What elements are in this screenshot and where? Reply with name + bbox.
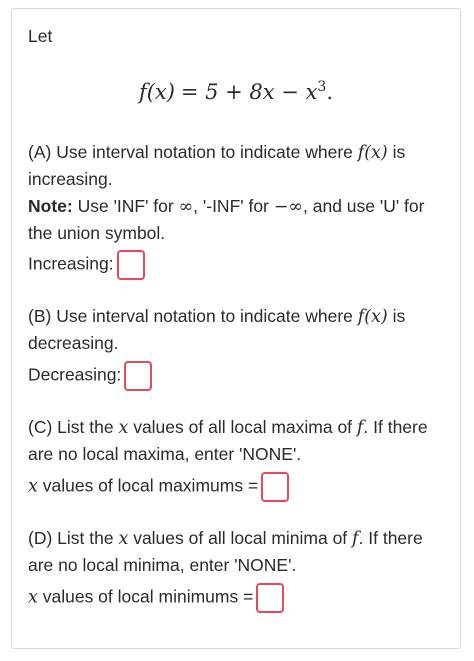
- part-c-line1: (C) List the x values of all local maxima of f. If there: [28, 417, 428, 438]
- f-symbol: f: [352, 529, 359, 549]
- fx-symbol: f(x): [357, 143, 388, 163]
- part-a-note-line2: the union symbol.: [28, 223, 166, 243]
- local-maximums-input[interactable]: [261, 472, 289, 502]
- part-d-line1: (D) List the x values of all local minima of f. If there: [28, 528, 423, 549]
- equation-rhs: 5 + 8x − x: [205, 80, 318, 104]
- x-symbol: x: [28, 587, 38, 608]
- part-a-line2: increasing.: [28, 169, 113, 189]
- infinity-symbol: ∞: [178, 197, 194, 217]
- decreasing-input[interactable]: [124, 361, 152, 391]
- increasing-label: Increasing:: [28, 253, 114, 274]
- maximums-label: values of local maximums =: [37, 475, 259, 496]
- part-c-line2: are no local maxima, enter 'NONE'.: [28, 444, 302, 464]
- minimums-answer-row: [28, 583, 284, 613]
- function-equation: $f(x) = 5 + 8x - x^3$.: [138, 79, 334, 104]
- fx-symbol: f(x): [357, 307, 388, 327]
- part-d-line2: are no local minima, enter 'NONE'.: [28, 555, 297, 575]
- f-symbol: f: [356, 418, 364, 438]
- increasing-answer-row: [28, 250, 145, 280]
- x-symbol: x: [118, 529, 129, 549]
- x-symbol: x: [28, 476, 38, 497]
- part-b-line1: (B) Use interval notation to indicate where f(x) is: [28, 306, 406, 327]
- local-minimums-input[interactable]: [256, 583, 284, 613]
- part-a-line1: (A) Use interval notation to indicate where f(x) is: [28, 142, 406, 163]
- equation-exponent: 3: [317, 79, 327, 95]
- increasing-input[interactable]: [117, 250, 145, 280]
- part-b-line2: decreasing.: [28, 333, 119, 353]
- x-symbol: x: [118, 418, 129, 438]
- decreasing-label: Decreasing:: [28, 364, 122, 385]
- note-label: Note:: [28, 196, 73, 216]
- equation-lhs: f(x): [138, 80, 175, 104]
- equation-end: .: [326, 80, 334, 104]
- maximums-answer-row: [28, 472, 289, 502]
- intro-text: Let: [28, 26, 53, 46]
- minimums-label: values of local minimums =: [37, 586, 254, 607]
- part-a-note: Note: Use 'INF' for ∞, '-INF' for −∞, and use 'U' for: [28, 196, 425, 217]
- neg-infinity-symbol: −∞: [273, 197, 303, 217]
- question-card: [11, 8, 461, 649]
- decreasing-answer-row: [28, 361, 152, 391]
